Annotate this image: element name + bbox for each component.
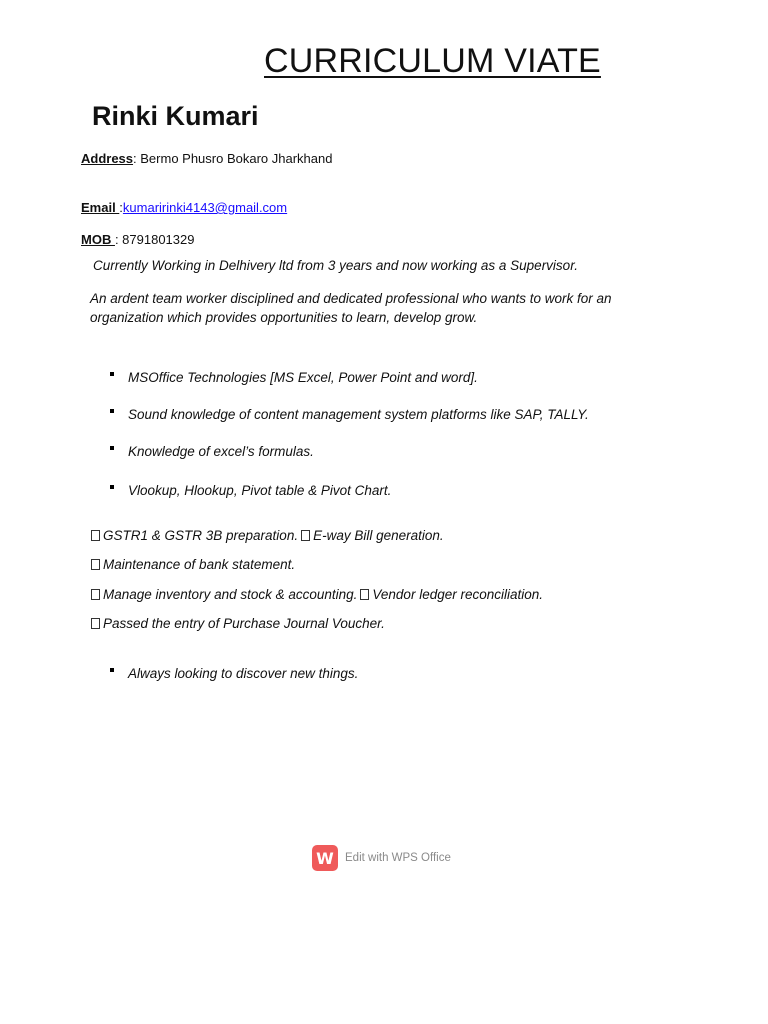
skill-text: Vlookup, Hlookup, Pivot table & Pivot Chart.: [128, 483, 392, 498]
wps-logo-icon: W: [312, 845, 338, 871]
email-label: Email: [81, 200, 120, 215]
mob-label: MOB: [81, 232, 115, 247]
task-line: [91, 616, 385, 631]
document-title: CURRICULUM VIATE: [264, 42, 601, 80]
skill-item: [110, 483, 391, 498]
missing-glyph-icon: [91, 559, 100, 570]
email-link[interactable]: kumaririnki4143@gmail.com: [122, 200, 288, 215]
missing-glyph-icon: [91, 589, 100, 600]
current-role-text: Currently Working in Delhivery ltd from 3 years and now working as a Supervisor.: [93, 258, 578, 273]
mob-value: : 8791801329: [114, 232, 195, 247]
task-line: [91, 587, 543, 602]
skill-item: [110, 444, 314, 459]
task-line: [91, 557, 295, 572]
summary-paragraph: An ardent team worker disciplined and dedicated professional who wants to work for an organization which provides opportunities to learn, develop grow.: [90, 291, 612, 325]
closing-item: [110, 666, 358, 681]
task-text: E-way Bill generation.: [313, 528, 444, 543]
task-text: GSTR1 & GSTR 3B preparation.: [103, 528, 299, 543]
closing-text: Always looking to discover new things.: [128, 666, 359, 681]
address-line: [81, 151, 332, 166]
wps-label: Edit with WPS Office: [345, 852, 451, 864]
square-bullet-icon: [110, 372, 114, 376]
edit-with-wps-button[interactable]: [312, 845, 451, 871]
address-value: : Bermo Phusro Bokaro Jharkhand: [133, 151, 333, 166]
missing-glyph-icon: [91, 618, 100, 629]
missing-glyph-icon: [91, 530, 100, 541]
square-bullet-icon: [110, 409, 114, 413]
skill-item: [110, 370, 478, 385]
address-label: Address: [81, 151, 134, 166]
task-text: Maintenance of bank statement.: [103, 557, 296, 572]
task-text: Vendor ledger reconciliation.: [372, 587, 544, 602]
missing-glyph-icon: [360, 589, 369, 600]
person-name: Rinki Kumari: [92, 101, 259, 131]
skill-text: Knowledge of excel’s formulas.: [128, 444, 314, 459]
task-text: Manage inventory and stock & accounting.: [103, 587, 358, 602]
task-text: Passed the entry of Purchase Journal Voucher.: [103, 616, 385, 631]
square-bullet-icon: [110, 668, 114, 672]
missing-glyph-icon: [301, 530, 310, 541]
skill-text: Sound knowledge of content management system platforms like SAP, TALLY.: [128, 407, 589, 422]
square-bullet-icon: [110, 446, 114, 450]
skill-item: [110, 407, 589, 422]
mob-line: [81, 232, 194, 247]
square-bullet-icon: [110, 485, 114, 489]
skill-text: MSOffice Technologies [MS Excel, Power Point and word].: [128, 370, 478, 385]
task-line: [91, 528, 444, 543]
email-line: [81, 200, 287, 215]
email-separator: :: [119, 200, 123, 215]
